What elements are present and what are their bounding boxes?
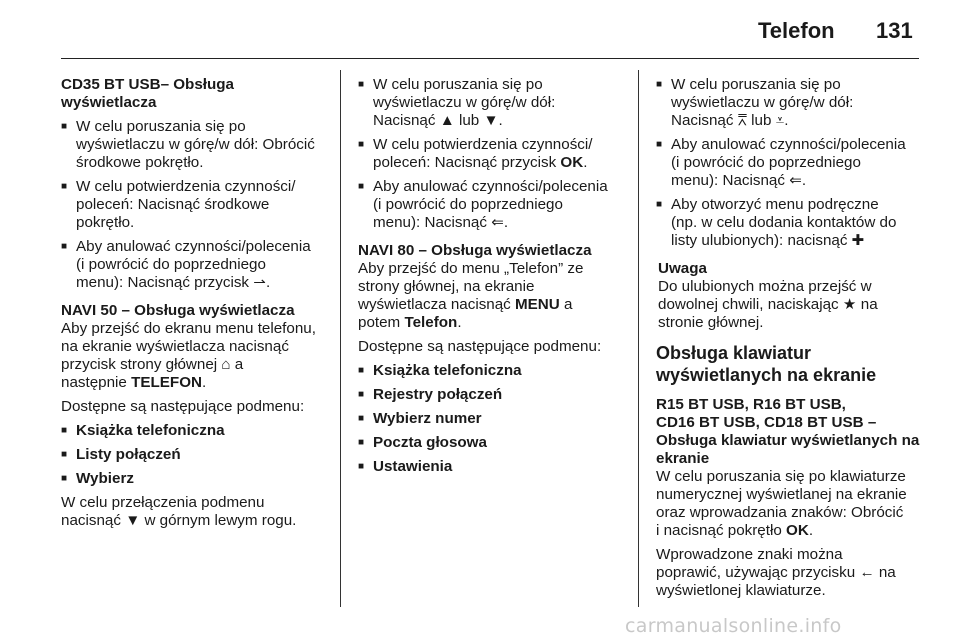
down-arrow-icon: ▼ xyxy=(125,512,141,529)
header-divider xyxy=(61,58,919,59)
section-heading: Obsługa klawiatur wyświetlanych na ekranie xyxy=(656,343,877,385)
column-2 xyxy=(358,76,630,476)
scroll-up-icon: ⩞ xyxy=(737,112,747,129)
back-arrow-icon: ⇐ xyxy=(789,172,802,189)
down-arrow-icon: ▼ xyxy=(483,112,499,129)
paragraph: Aby przejść do menu „Telefon” ze strony głównej, na ekranie wyświetlacza nacisnąć MENU a potem Telefon. xyxy=(358,260,584,331)
paragraph: W celu przełączenia podmenu nacisnąć ▼ w górnym lewym rogu. xyxy=(61,494,297,529)
list-item: ■ W celu potwierdzenia czynności/ poleceń: Nacisnąć środkowe pokrętło. xyxy=(61,178,333,232)
paragraph: W celu poruszania się po klawiaturze numerycznej wyświetlanej na ekranie oraz wprowadzania znaków: Obrócić i nacisnąć pokrętło OK. xyxy=(656,468,907,539)
column-divider-1 xyxy=(340,70,341,607)
plus-icon: ✚ xyxy=(851,232,865,249)
back-arrow-icon: ⇐ xyxy=(491,214,504,231)
star-icon: ★ xyxy=(842,296,857,313)
list-item: ■ Aby otworzyć menu podręczne (np. w celu dodania kontaktów do listy ulubionych): nacisnąć ✚ xyxy=(656,196,932,250)
page-title: Telefon xyxy=(758,18,835,43)
heading-navi50: NAVI 50 – Obsługa wyświetlacza xyxy=(61,302,295,319)
paragraph: Wprowadzone znaki można poprawić, używając przycisku ← na wyświetlonej klawiaturze. xyxy=(656,546,896,599)
list-item: ■ W celu poruszania się po wyświetlaczu w górę/w dół: Obrócić środkowe pokrętło. xyxy=(61,118,333,172)
watermark: carmanualsonline.info xyxy=(625,615,842,637)
list-item: ■ Aby anulować czynności/polecenia (i powrócić do poprzedniego menu): Nacisnąć ⇐. xyxy=(656,136,932,190)
column-3 xyxy=(656,76,932,600)
list-item: ■ Poczta głosowa xyxy=(358,434,630,452)
paragraph: Dostępne są następujące podmenu: xyxy=(61,398,305,415)
back-button-icon: ⇀ xyxy=(253,274,266,291)
left-arrow-icon: ← xyxy=(859,564,875,581)
list-item: ■ Aby anulować czynności/polecenia (i powrócić do poprzedniego menu): Nacisnąć przycisk ⇀. xyxy=(61,238,333,292)
heading-cd35: CD35 BT USB– Obsługa wyświetlacza xyxy=(61,76,235,111)
home-icon: ⌂ xyxy=(221,356,231,373)
paragraph: Dostępne są następujące podmenu: xyxy=(358,338,602,355)
note-title: Uwaga xyxy=(658,260,707,277)
column-divider-2 xyxy=(638,70,639,607)
list-item: ■ Wybierz xyxy=(61,470,333,488)
list-item: ■ W celu potwierdzenia czynności/ poleceń: Nacisnąć przycisk OK. xyxy=(358,136,630,172)
page-number: 131 xyxy=(876,18,913,43)
paragraph: Aby przejść do ekranu menu telefonu, na ekranie wyświetlacza nacisnąć przycisk strony głównej ⌂ a następnie TELEFON. xyxy=(61,320,316,391)
list-item: ■ Książka telefoniczna xyxy=(358,362,630,380)
list-item: ■ W celu poruszania się po wyświetlaczu w górę/w dół: Nacisnąć ▲ lub ▼. xyxy=(358,76,630,130)
list-item: ■ Aby anulować czynności/polecenia (i powrócić do poprzedniego menu): Nacisnąć ⇐. xyxy=(358,178,630,232)
list-item: ■ W celu poruszania się po wyświetlaczu w górę/w dół: Nacisnąć ⩞ lub ⩡. xyxy=(656,76,932,130)
list-item: ■ Listy połączeń xyxy=(61,446,333,464)
column-1 xyxy=(61,76,333,530)
list-item: ■ Rejestry połączeń xyxy=(358,386,630,404)
note-text: Do ulubionych można przejść w dowolnej chwili, naciskając ★ na stronie głównej. xyxy=(658,278,878,331)
list-item: ■ Książka telefoniczna xyxy=(61,422,333,440)
list-item: ■ Ustawienia xyxy=(358,458,630,476)
list-item: ■ Wybierz numer xyxy=(358,410,630,428)
heading-navi80: NAVI 80 – Obsługa wyświetlacza xyxy=(358,242,592,259)
up-arrow-icon: ▲ xyxy=(439,112,455,129)
scroll-down-icon: ⩡ xyxy=(775,112,785,129)
page-header xyxy=(0,0,960,60)
subheading-models: R15 BT USB, R16 BT USB, CD16 BT USB, CD18 BT USB – Obsługa klawiatur wyświetlanych na ekranie xyxy=(656,396,920,467)
